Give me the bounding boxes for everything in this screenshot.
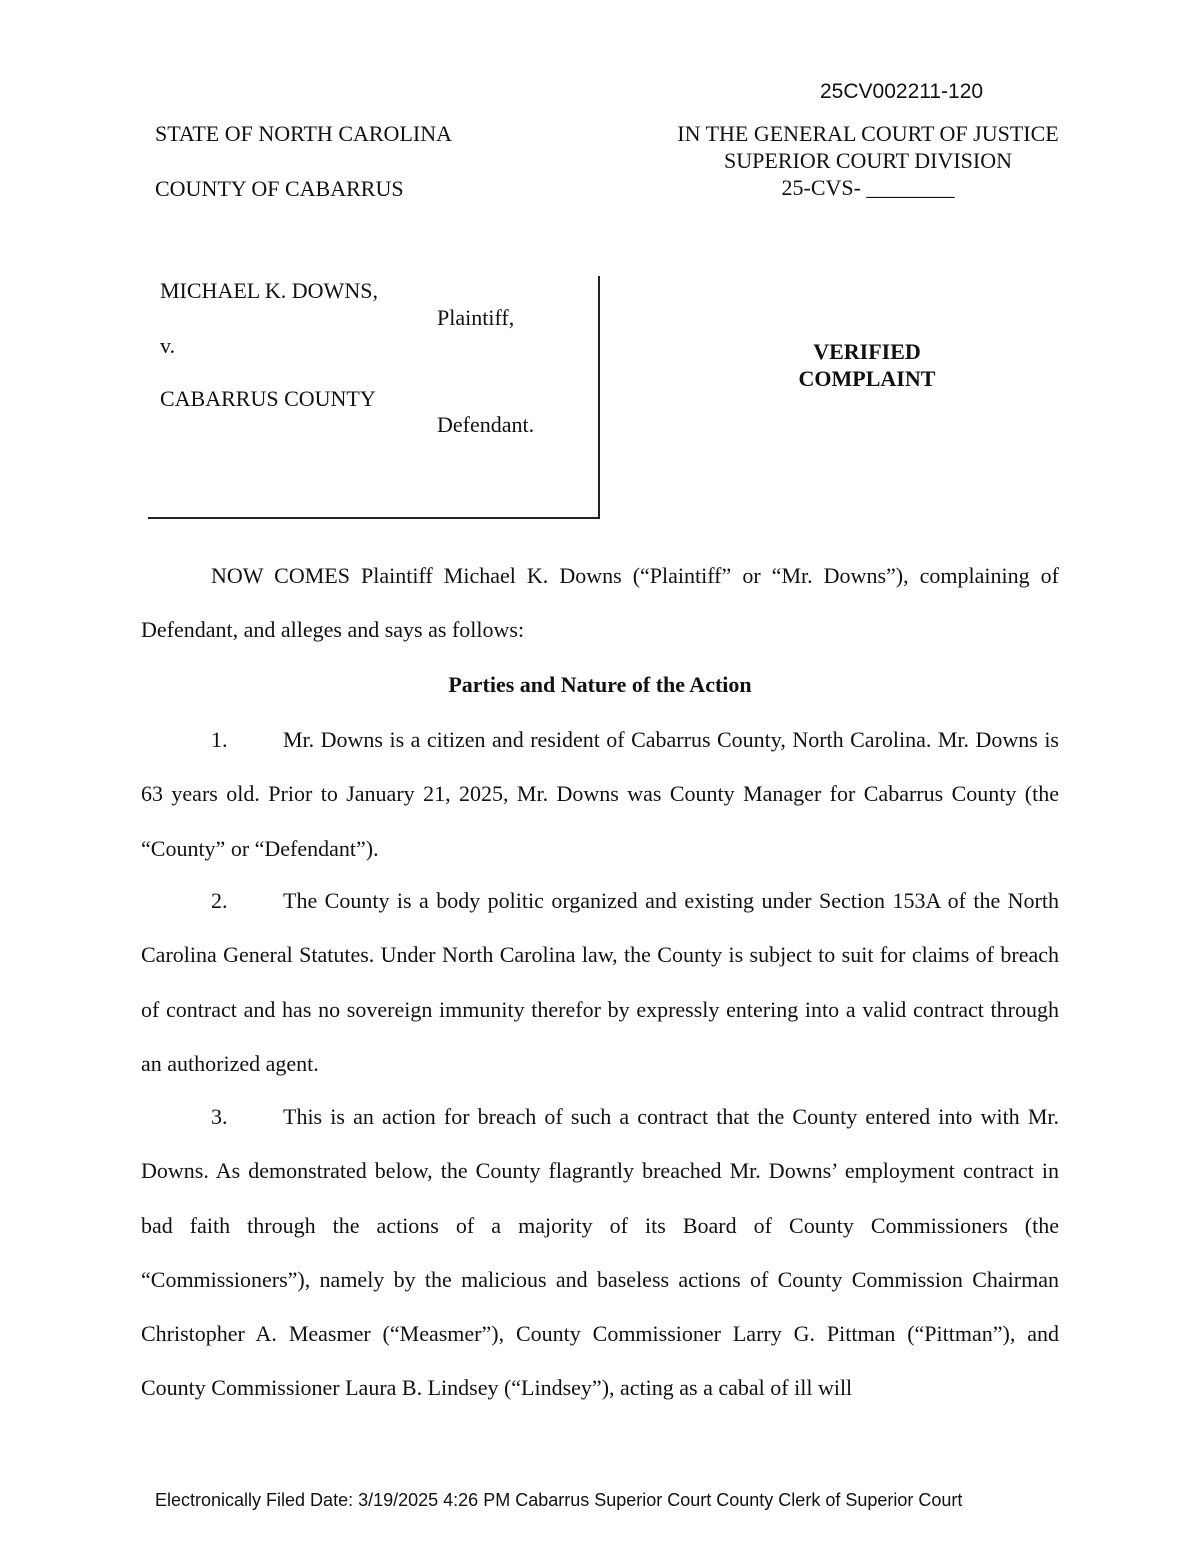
paragraph-text: This is an action for breach of such a contract that the County entered into with Mr. Downs. As demonstrated below, the County flagrantly breached Mr. Downs’ employment contract in bad faith through the actions of a majority of its Board of County Commissioners (the “Commissioners”), namely by the malicious and baseless actions of County Commission Chairman Christopher A. Measmer (“Measmer”), County Commissioner Larry G. Pittman (“Pittman”), and County Commissioner Laura B. Lindsey (“Lindsey”), acting as a cabal of ill will [141,1104,1059,1401]
court-heading-block [640,120,1096,201]
document-title-line-1: VERIFIED [813,339,921,364]
intro-paragraph [141,549,1059,658]
section-heading: Parties and Nature of the Action [448,672,752,697]
numbered-paragraph [141,874,1059,1091]
defendant-role: Defendant. [437,412,535,437]
paragraph-number: 3. [211,1104,228,1129]
plaintiff-name: MICHAEL K. DOWNS, [160,278,378,303]
caption-right-border [598,276,600,518]
paragraph-text: The County is a body politic organized and existing under Section 153A of the North Carolina General Statutes. Under North Carolina law, the County is subject to suit for claims of breach of contract and has no sovereign immunity therefor by expressly entering into a valid contract through an authorized agent. [141,888,1059,1076]
paragraph-text: Mr. Downs is a citizen and resident of Cabarrus County, North Carolina. Mr. Downs is 63 years old. Prior to January 21, 2025, Mr. Downs was County Manager for Cabarrus County (the “County” or “Defendant”). [141,727,1059,861]
paragraph-number: 1. [211,727,228,752]
plaintiff-role: Plaintiff, [437,305,515,330]
numbered-paragraph [141,713,1059,876]
paragraph-number: 2. [211,888,228,913]
numbered-paragraph [141,1090,1059,1416]
state-heading: STATE OF NORTH CAROLINA [155,121,452,146]
intro-text: NOW COMES Plaintiff Michael K. Downs (“Plaintiff” or “Mr. Downs”), complaining of Defendant, and alleges and says as follows: [141,563,1059,643]
caption-bottom-border [148,517,600,519]
versus-label: v. [160,333,176,358]
document-title-line-2: COMPLAINT [798,366,936,391]
electronic-filing-stamp: Electronically Filed Date: 3/19/2025 4:26 PM Cabarrus Superior Court County Clerk of Superior Court [155,1490,963,1510]
document-title [760,338,974,392]
court-line-division: SUPERIOR COURT DIVISION [724,148,1012,173]
case-number: 25CV002211-120 [820,80,984,103]
court-line-general: IN THE GENERAL COURT OF JUSTICE [677,121,1059,146]
court-line-case-file: 25-CVS- ________ [781,175,955,200]
defendant-name: CABARRUS COUNTY [160,386,376,411]
county-heading: COUNTY OF CABARRUS [155,176,404,201]
